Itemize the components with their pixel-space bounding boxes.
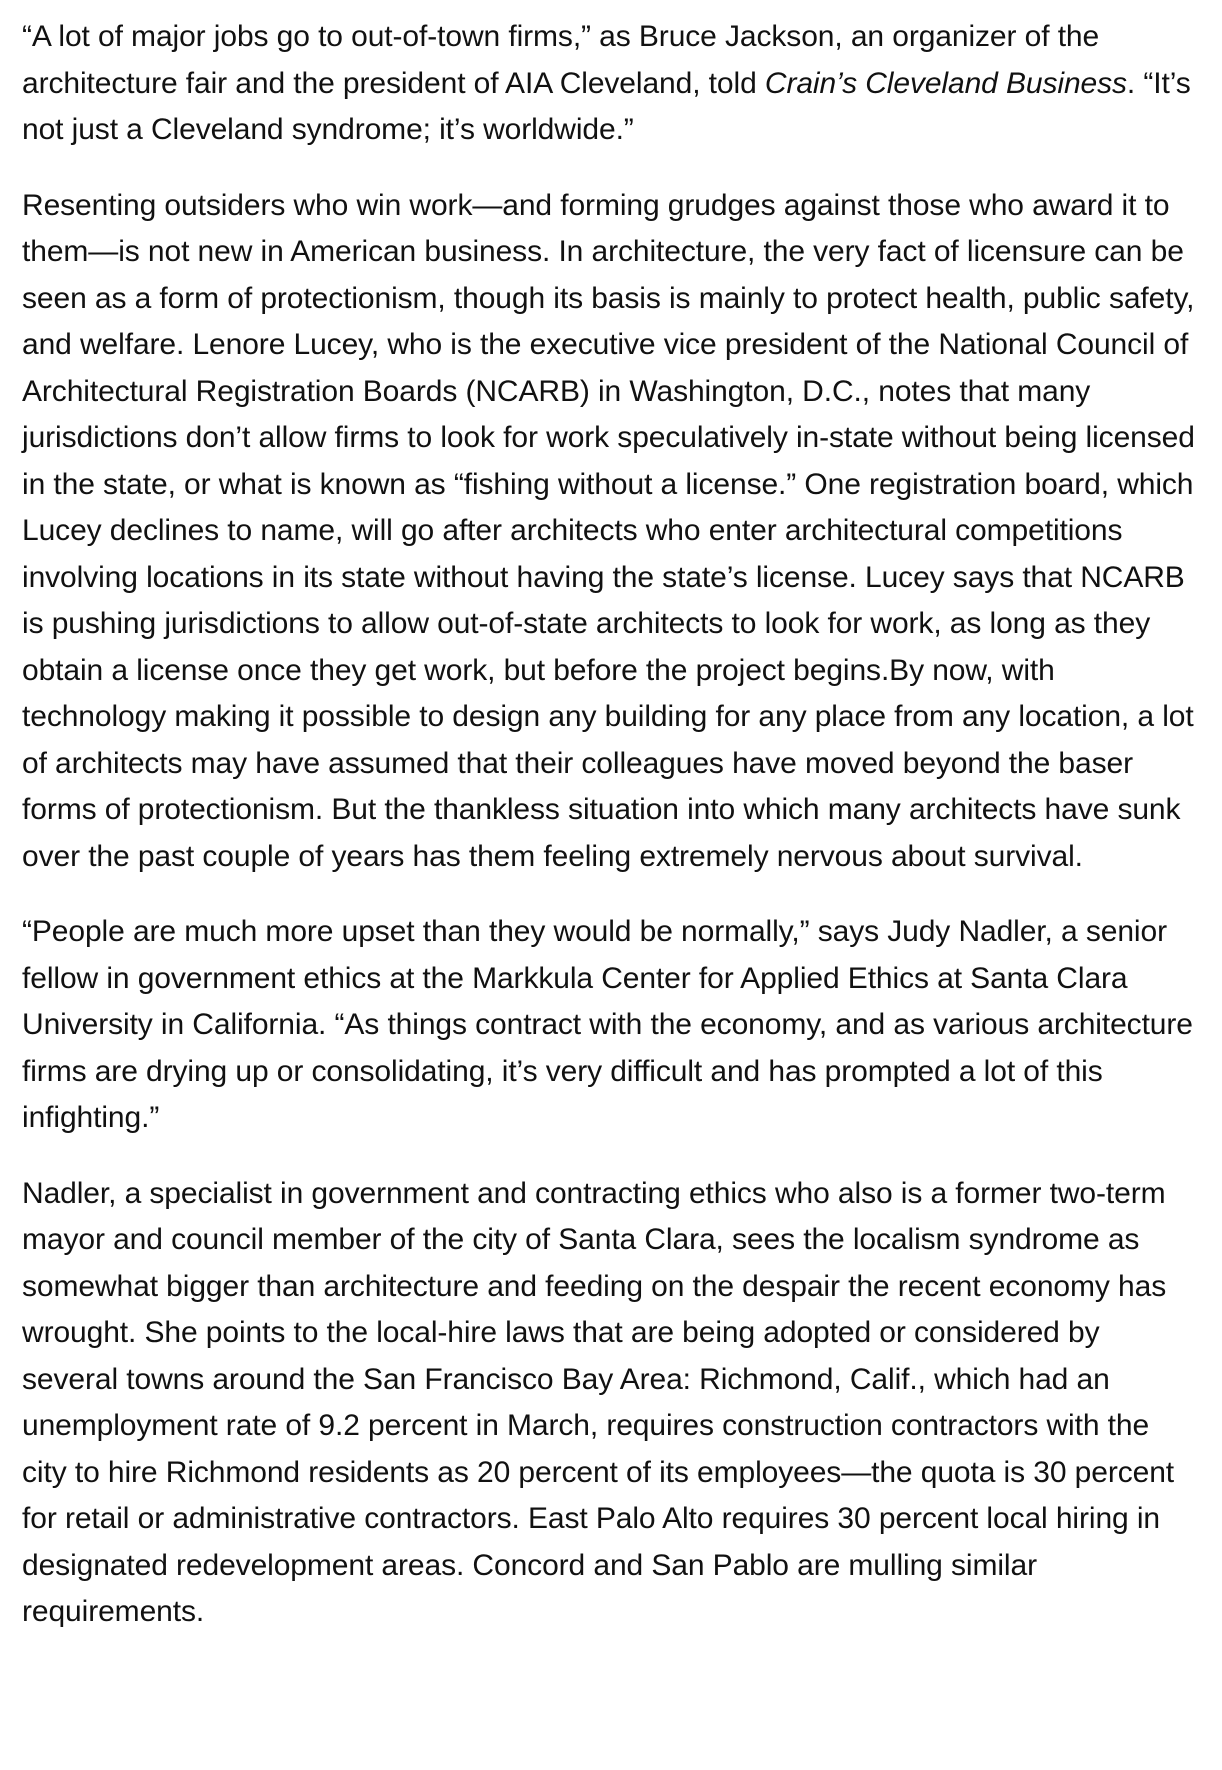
paragraph-4: Nadler, a specialist in government and contracting ethics who also is a former two-term mayor and council member of the city of Santa Clara, sees the localism syndrome as somewhat bigger than architecture and feeding on the despair the recent economy has wrought. She points to the local-hire laws that are being adopted or considered by several towns around the San Francisco Bay Area: Richmond, Calif., which had an unemployment rate of 9.2 percent in March, requires construction contractors with the city to hire Richmond residents as 20 percent of its employees—the quota is 30 percent for retail or administrative contractors. East Palo Alto requires 30 percent local hiring in designated redevelopment areas. Concord and San Pablo are mulling similar requirements. bbox=[22, 1176, 1175, 1628]
paragraph-3: “People are much more upset than they would be normally,” says Judy Nadler, a senior fellow in government ethics at the Markkula Center for Applied Ethics at Santa Clara University in California. “As things contract with the economy, and as various architecture firms are drying up or consolidating, it’s very difficult and has prompted a lot of this infighting.” bbox=[22, 915, 1193, 1134]
paragraph-1-text-start: “A lot of major jobs go to out-of-town firms,” as Bruce Jackson, an organizer of the architecture fair and the president of AIA Cleveland, told bbox=[22, 20, 1100, 100]
paragraph-2: Resenting outsiders who win work—and forming grudges against those who award it to them—is not new in American business. In architecture, the very fact of licensure can be seen as a form of protectionism, though its basis is mainly to protect health, public safety, and welfare. Lenore Lucey, who is the executive vice president of the National Council of Architectural Registration Boards (NCARB) in Washington, D.C., notes that many jurisdictions don’t allow firms to look for work speculatively in-state without being licensed in the state, or what is known as “fishing without a license.” One registration board, which Lucey declines to name, will go after architects who enter architectural competitions involving locations in its state without having the state’s license. Lucey says that NCARB is pushing jurisdictions to allow out-of-state architects to look for work, as long as they obtain a license once they get work, but before the project begins.By now, with technology making it possible to design any building for any place from any location, a lot of architects may have assumed that their colleagues have moved beyond the baser forms of protectionism. But the thankless situation into which many architects have sunk over the past couple of years has them feeling extremely nervous about survival. bbox=[22, 188, 1195, 873]
paragraph-1 bbox=[22, 14, 1200, 154]
publication-name: Crain’s Cleveland Business bbox=[764, 66, 1127, 100]
paragraph-1-text-end: . “It’s not just a Cleveland syndrome; it’s worldwide.” bbox=[22, 66, 1191, 146]
